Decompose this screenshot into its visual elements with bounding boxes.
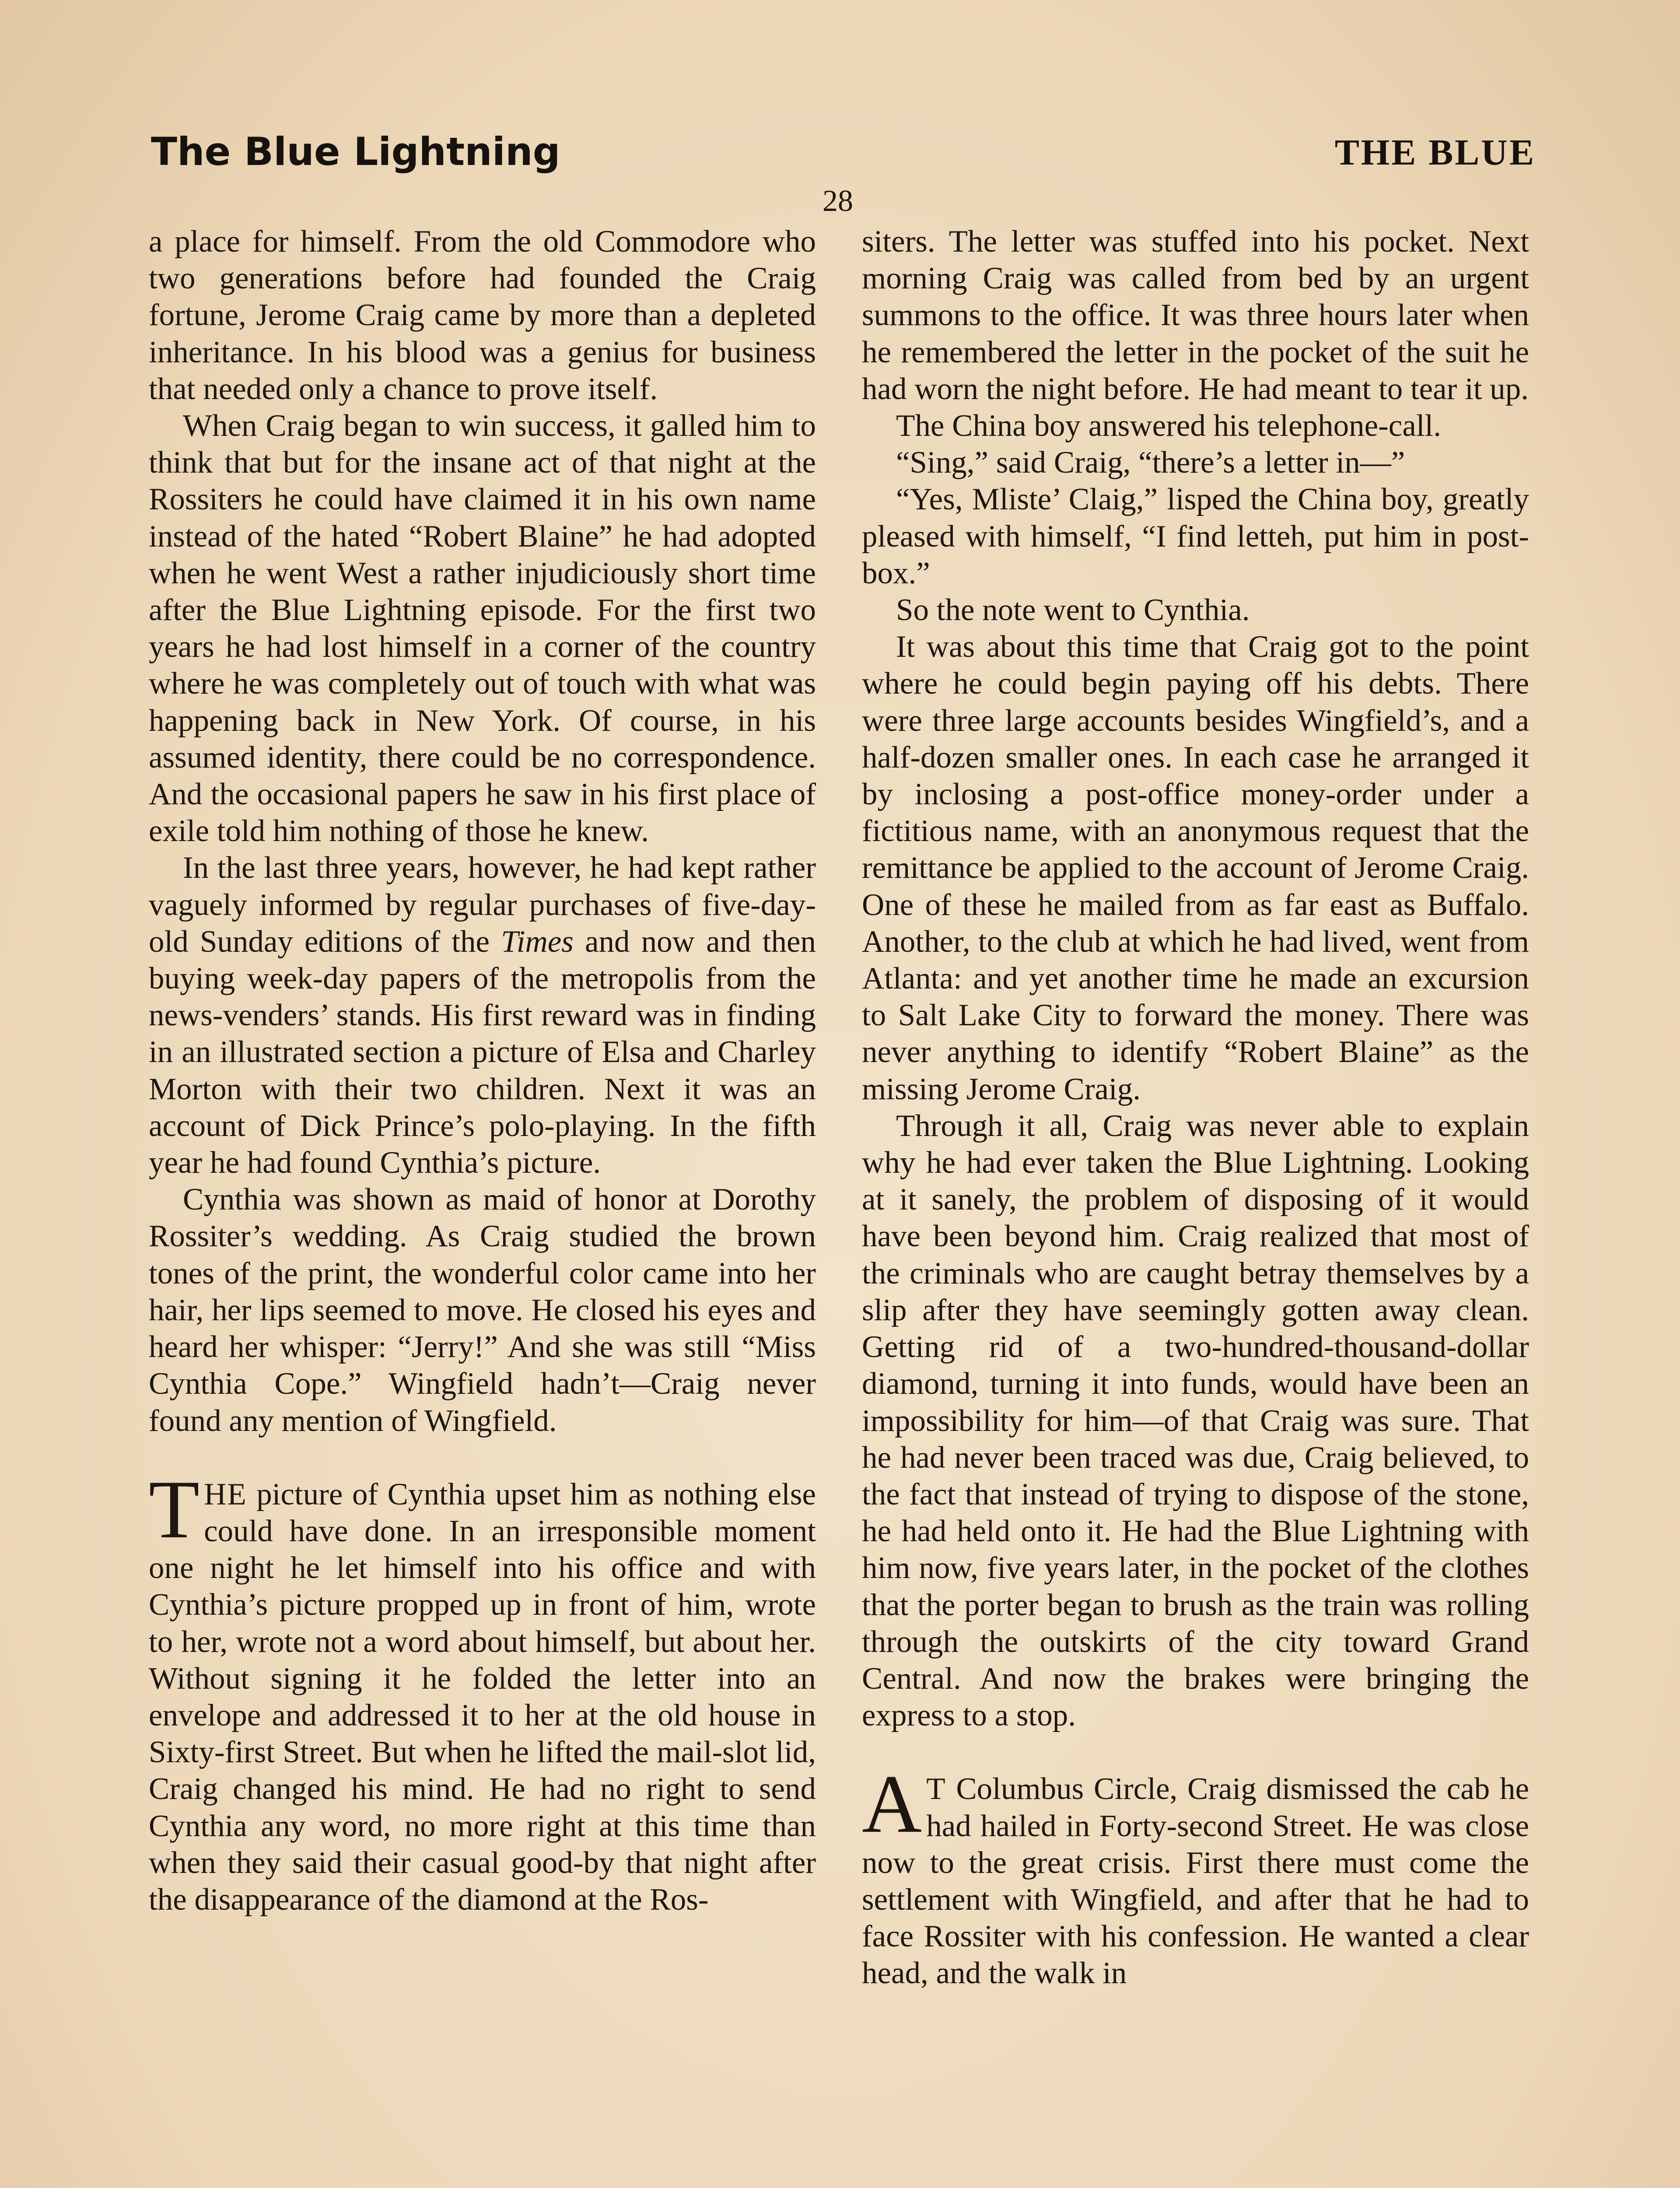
drop-cap: T xyxy=(149,1463,200,1556)
paragraph: It was about this time that Craig got to the point where he could begin paying off his debts. There were three large accounts besides Wingfield’s, and a half-dozen smaller ones. In each case he arranged it by inclosing a post-office money-order under a fictitious name, with an anonymous request that the remittance be applied to the account of Jerome Craig. One of these he mailed from as far east as Buffalo. Another, to the club at which he had lived, went from Atlanta: and yet another time he made an excursion to Salt Lake City to forward the money. There was never anything to identify “Robert Blaine” as the missing Jerome Craig. xyxy=(862,630,1529,1106)
running-title: The Blue Lightning xyxy=(151,129,560,174)
left-column xyxy=(149,223,816,1918)
newspaper-title: Times xyxy=(501,924,574,959)
small-caps-lead: HE xyxy=(204,1477,247,1511)
right-column xyxy=(862,223,1529,1992)
paragraph xyxy=(149,849,816,1181)
paragraph-text: In the last three years, however, he had kept rather vaguely informed by regular purchases of five-day-old Sunday editions of the xyxy=(149,851,816,959)
small-caps-lead: T xyxy=(926,1772,946,1806)
paragraph-text: and now and then buying week-day papers of the metropolis from the news-venders’ stands. His first reward was in finding in an illustrated section a picture of Elsa and Charley Morton with their two children. Next it was an account of Dick Prince’s polo-playing. In the fifth year he had found Cynthia’s picture. xyxy=(149,924,816,1180)
page-number: 28 xyxy=(822,184,853,218)
paragraph: So the note went to Cynthia. xyxy=(896,593,1250,628)
paragraph: “Sing,” said Craig, “there’s a letter in—” xyxy=(896,445,1405,480)
paragraph-text: picture of Cynthia upset him as nothing else could have done. In an irresponsible moment one night he let himself into his office and with Cynthia’s picture propped up in front of him, wrote to her, wrote not a word about himself, but about her. Without signing it he folded the letter into an envelope and addressed it to her at the old house in Sixty-first Street. But when he lifted the mail-slot lid, Craig changed his mind. He had no right to send Cynthia any word, no more right at this time than when they said their casual good-by that night after the disappearance of the diamond at the Ros- xyxy=(149,1477,816,1917)
running-title-right: THE BLUE xyxy=(1334,132,1536,173)
paragraph: “Yes, Mliste’ Claig,” lisped the China boy, greatly pleased with himself, “I find letteh, put him in post-box.” xyxy=(862,482,1529,590)
paragraph-text: Columbus Circle, Craig dismissed the cab he had hailed in Forty-second Street. He was close now to the great crisis. First there must come the settlement with Wingfield, and after that he had to face Rossiter with his confession. He wanted a clear head, and the walk in xyxy=(862,1772,1529,1991)
paragraph: The China boy answered his telephone-call. xyxy=(896,409,1442,443)
paragraph: siters. The letter was stuffed into his pocket. Next morning Craig was called from bed by an urgent summons to the office. It was three hours later when he remembered the letter in the pocket of the suit he had worn the night before. He had meant to tear it up. xyxy=(862,224,1529,406)
drop-cap: A xyxy=(862,1758,922,1851)
section-opening-paragraph xyxy=(149,1463,816,1918)
paragraph: Through it all, Craig was never able to explain why he had ever taken the Blue Lightning. Looking at it sanely, the problem of disposing of it would have been beyond him. Craig realized that most of the criminals who are caught betray themselves by a slip after they have seemingly gotten away clean. Getting rid of a two-hundred-thousand-dollar diamond, turning it into funds, would have been an impossibility for him—of that Craig was sure. That he had never been traced was due, Craig believed, to the fact that instead of trying to dispose of the stone, he had held onto it. He had the Blue Lightning with him now, five years later, in the pocket of the clothes that the porter began to brush as the train was rolling through the outskirts of the city toward Grand Central. And now the brakes were bringing the express to a stop. xyxy=(862,1108,1529,1733)
paragraph: When Craig began to win success, it galled him to think that but for the insane act of that night at the Rossiters he could have claimed it in his own name instead of the hated “Robert Blaine” he had adopted when he went West a rather injudiciously short time after the Blue Lightning episode. For the first two years he had lost himself in a corner of the country where he was completely out of touch with what was happening back in New York. Of course, in his assumed identity, there could be no correspondence. And the occasional papers he saw in his first place of exile told him nothing of those he knew. xyxy=(149,409,816,849)
section-opening-paragraph xyxy=(862,1758,1529,1992)
paragraph: Cynthia was shown as maid of honor at Dorothy Rossiter’s wedding. As Craig studied the brown tones of the print, the wonderful color came into her hair, her lips seemed to move. He closed his eyes and heard her whisper: “Jerry!” And she was still “Miss Cynthia Cope.” Wingfield hadn’t—Craig never found any mention of Wingfield. xyxy=(149,1182,816,1438)
paragraph: a place for himself. From the old Commodore who two generations before had founded the Craig fortune, Jerome Craig came by more than a depleted inheritance. In his blood was a genius for business that needed only a chance to prove itself. xyxy=(149,224,816,406)
